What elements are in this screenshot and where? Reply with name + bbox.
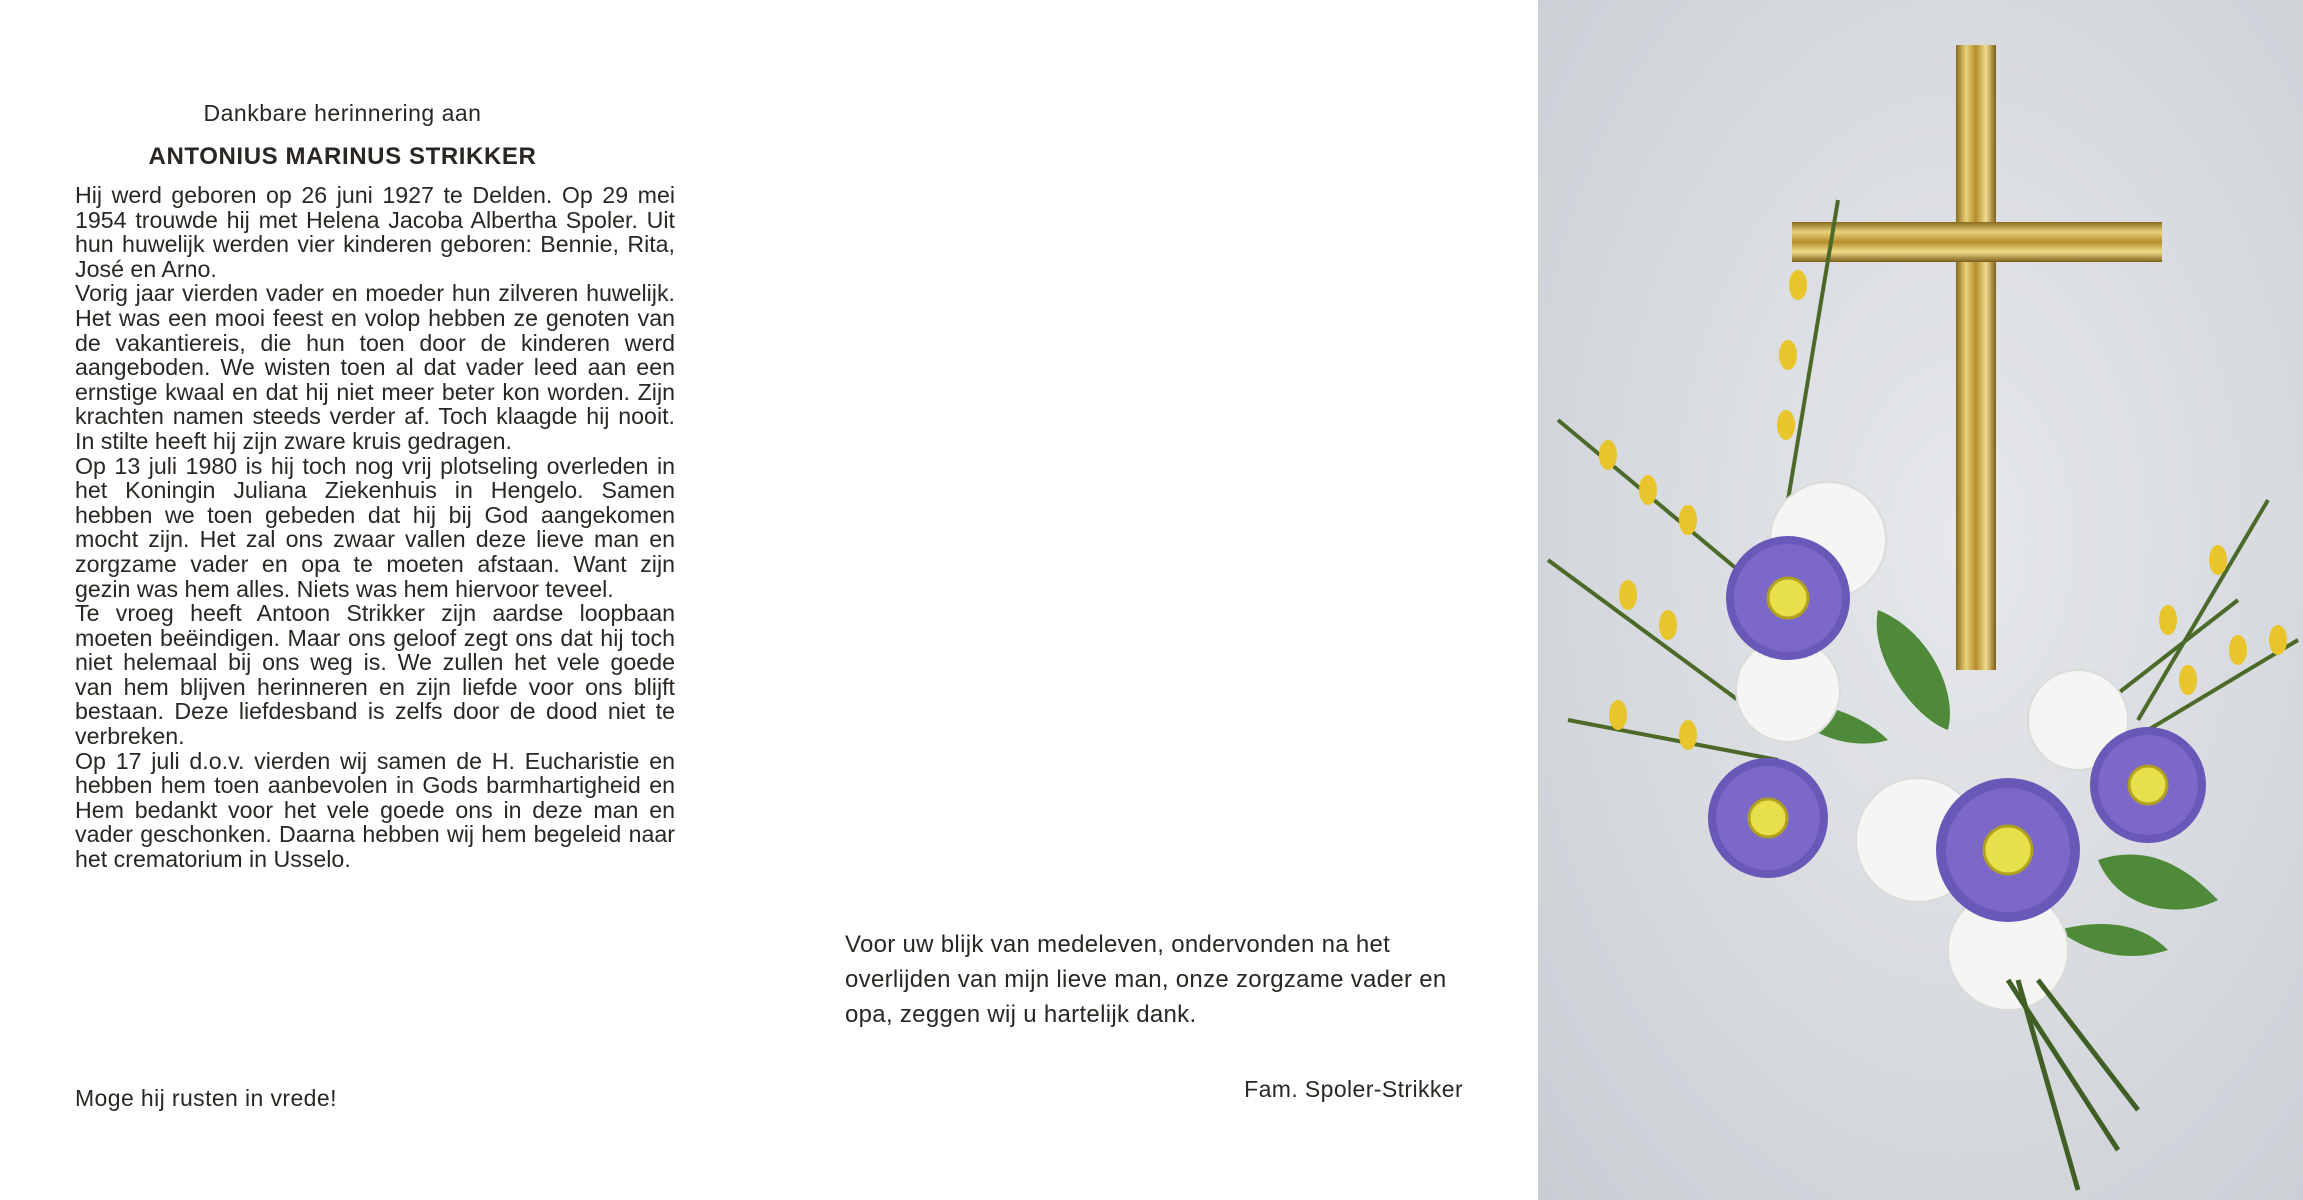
cross-flowers-illustration: [1538, 0, 2303, 1200]
bio-paragraph: Hij werd geboren op 26 juni 1927 te Delden. Op 29 mei 1954 trouwde hij met Helena Jacoba Albertha Spoler. Uit hun huwelijk werden vier kinderen geboren: Bennie, Rita, José en Arno.: [75, 182, 675, 282]
thank-you-panel: [760, 0, 1540, 1200]
deceased-name: ANTONIUS MARINUS STRIKKER: [148, 143, 537, 170]
memorial-heading: Dankbare herinnering aan: [203, 100, 482, 126]
bio-paragraph: Te vroeg heeft Antoon Strikker zijn aardse loopbaan moeten beëindigen. Maar ons geloof zegt ons dat hij toch niet helemaal bij ons weg is. We zullen het vele goede van hem blijven herinneren en zijn liefde voor ons blijft bestaan. Deze liefdesband is zelfs door de dood niet te verbreken.: [75, 600, 675, 750]
closing-prayer: Moge hij rusten in vrede!: [75, 1085, 337, 1111]
bio-paragraph: Op 17 juli d.o.v. vierden wij samen de H. Eucharistie en hebben hem toen aanbevolen in Gods barmhartigheid en Hem bedankt voor het vele goede ons in deze man en vader geschonken. Daarna hebben wij hem begeleid naar het crematorium in Usselo.: [75, 747, 675, 873]
biography: [75, 183, 675, 872]
cross-with-flowers-image: [1538, 0, 2303, 1200]
family-signature: Fam. Spoler-Strikker: [1244, 1076, 1463, 1102]
bio-paragraph: Op 13 juli 1980 is hij toch nog vrij plotseling overleden in het Koningin Juliana Ziekenhuis in Hengelo. Samen hebben we toen gebeden dat hij bij God aangekomen mocht zijn. Het zal ons zwaar vallen deze lieve man en zorgzame vader en opa te moeten afstaan. Want zijn gezin was hem alles. Niets was hem hiervoor teveel.: [75, 452, 675, 602]
bio-paragraph: Vorig jaar vierden vader en moeder hun zilveren huwelijk. Het was een mooi feest en volop hebben ze genoten van de vakantiereis, die hun toen door de kinderen werd aangeboden. We wisten toen al dat vader leed aan een ernstige kwaal en dat hij niet meer beter kon worden. Zijn krachten namen steeds verder af. Toch klaagde hij nooit. In stilte heeft hij zijn zware kruis gedragen.: [75, 280, 675, 454]
thank-you-message: Voor uw blijk van medeleven, ondervonden na het overlijden van mijn lieve man, onze zorgzame vader en opa, zeggen wij u hartelijk dank.: [845, 931, 1447, 1028]
memorial-text-panel: [0, 0, 760, 1200]
